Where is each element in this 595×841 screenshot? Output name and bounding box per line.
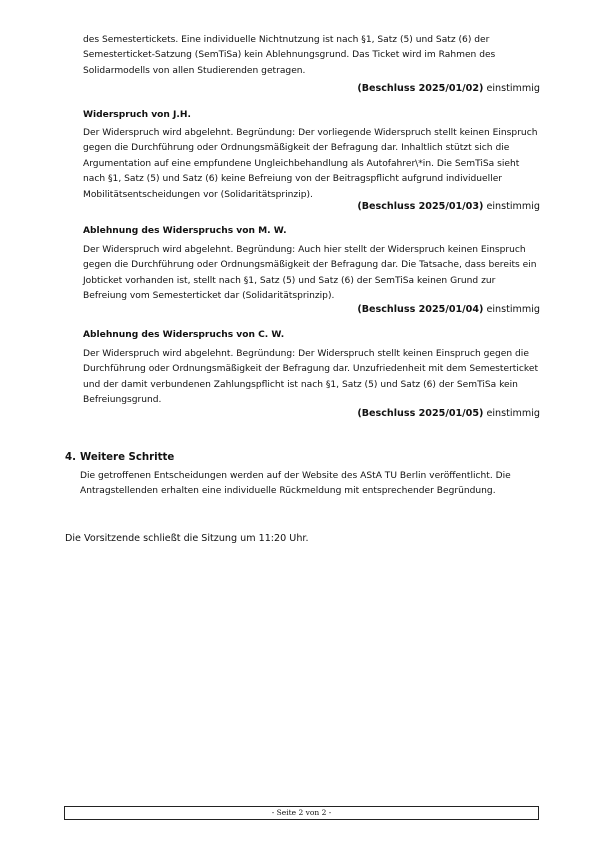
objection-section <box>83 328 541 342</box>
section-text: Die getroffenen Entscheidungen werden auf der Website des AStA TU Berlin veröffentlicht. Die Antragstellenden erhalten eine individuelle Rückmeldung mit entsprechender Begründung. <box>80 471 511 497</box>
resolution-line <box>357 200 540 214</box>
objection-heading: Ablehnung des Widerspruchs von C. W. <box>83 330 285 340</box>
page-footer: - Seite 2 von 2 - <box>64 806 539 820</box>
objection-body <box>83 126 541 203</box>
resolution-ref: (Beschluss 2025/01/04) <box>357 304 484 315</box>
resolution-line <box>357 82 540 96</box>
resolution-result: einstimmig <box>483 201 540 212</box>
objection-heading: Widerspruch von J.H. <box>83 110 191 120</box>
resolution-result: einstimmig <box>483 83 540 94</box>
objection-body <box>83 243 541 305</box>
section-number: 4. <box>65 452 76 463</box>
resolution-ref: (Beschluss 2025/01/05) <box>357 408 484 419</box>
objection-text: Der Widerspruch wird abgelehnt. Begründung: Der Widerspruch stellt keinen Einspruch gegen die Durchführung oder Ordnungsmäßigkeit der Befragung dar. Unzufriedenheit mit dem Semesterticket und der damit verbundenen Zahlungspflicht ist nach §1, Satz (5) und Satz (6) der SemTiSa kein Befreiungsgrund. <box>83 349 539 406</box>
resolution-result: einstimmig <box>483 304 540 315</box>
section-heading <box>65 451 174 465</box>
resolution-ref: (Beschluss 2025/01/02) <box>357 83 484 94</box>
section-body <box>80 469 542 500</box>
section-title: Weitere Schritte <box>80 452 175 463</box>
closing-statement: Die Vorsitzende schließt die Sitzung um 11:20 Uhr. <box>65 533 309 544</box>
objection-body <box>83 347 541 409</box>
objection-heading: Ablehnung des Widerspruchs von M. W. <box>83 226 287 236</box>
objection-section <box>83 224 541 238</box>
resolution-ref: (Beschluss 2025/01/03) <box>357 201 484 212</box>
objection-section <box>83 108 541 122</box>
intro-text: des Semestertickets. Eine individuelle Nichtnutzung ist nach §1, Satz (5) und Satz (6) der Semesterticket-Satzung (SemTiSa) kein Ablehnungsgrund. Das Ticket wird im Rahmen des Solidarmodells von allen Studierenden getragen. <box>83 35 496 76</box>
intro-paragraph <box>83 33 541 79</box>
resolution-result: einstimmig <box>483 408 540 419</box>
objection-text: Der Widerspruch wird abgelehnt. Begründung: Auch hier stellt der Widerspruch keinen Einspruch gegen die Durchführung oder Ordnungsmäßigkeit der Befragung dar. Die Tatsache, dass bereits ein Jobticket vorhanden ist, stellt nach §1, Satz (5) und Satz (6) der SemTiSa keinen Grund zur Befreiung vom Semesterticket dar (Solidaritätsprinzip). <box>83 245 537 302</box>
resolution-line <box>357 407 540 421</box>
objection-text: Der Widerspruch wird abgelehnt. Begründung: Der vorliegende Widerspruch stellt keinen Einspruch gegen die Durchführung oder Ordnungsmäßigkeit der Befragung dar. Inhaltlich stützt sich die Argumentation auf eine empfundene Ungleichbehandlung als Autofahrer\*in. Die SemTiSa sieht nach §1, Satz (5) und Satz (6) keine Befreiung von der Beitragspflicht aufgrund individueller Mobilitätsentscheidungen vor (Solidaritätsprinzip). <box>83 128 538 200</box>
resolution-line <box>357 303 540 317</box>
